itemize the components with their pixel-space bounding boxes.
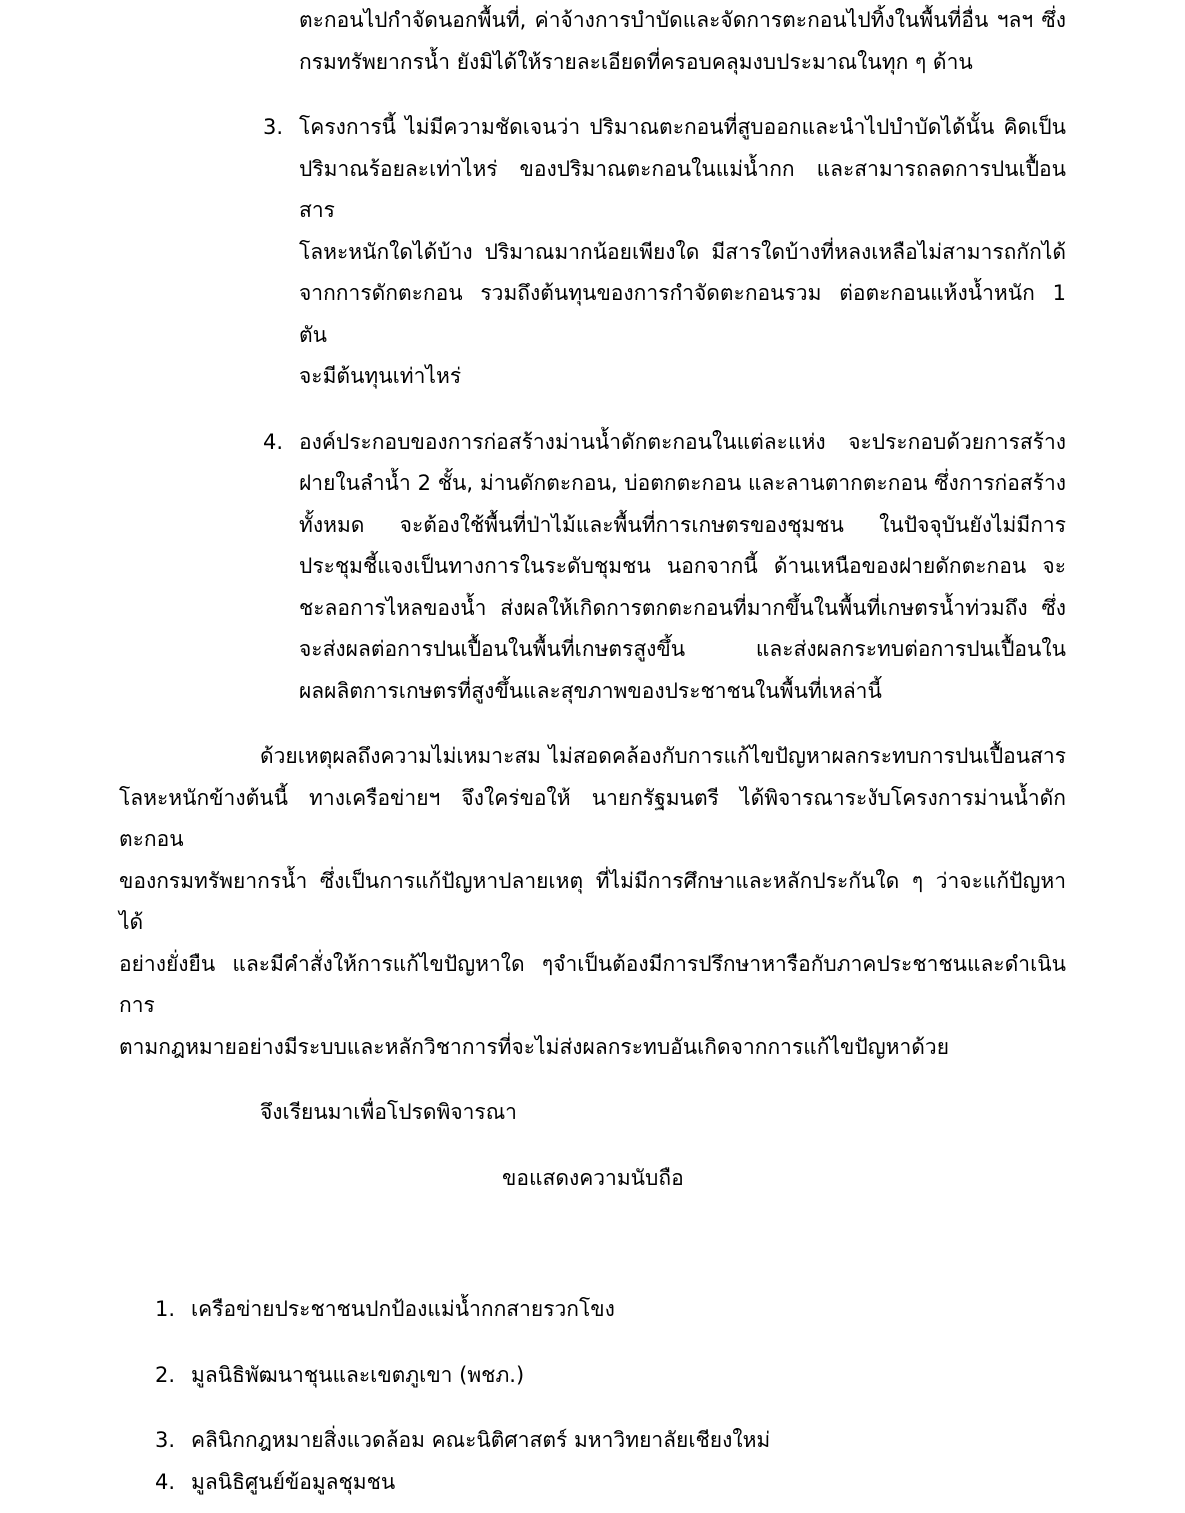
signatory-number: 2. <box>155 1362 176 1387</box>
text-line: ผลผลิตการเกษตรที่สูงขึ้นและสุขภาพของประชาชนในพื้นที่เหล่านี้ <box>299 678 882 703</box>
signatory-number: 3. <box>155 1428 176 1452</box>
signatory-number: 1. <box>155 1297 176 1321</box>
text-line: ปริมาณร้อยละเท่าไหร่ ของปริมาณตะกอนในแม่น้ำกก และสามารถลดการปนเปื้อนสาร <box>299 156 1066 222</box>
spacer <box>0 1396 1185 1420</box>
signatory-item <box>155 1289 1066 1331</box>
text-line: ตะกอนไปกำจัดนอกพื้นที่, ค่าจ้างการบำบัดและจัดการตะกอนไปทิ้งในพื้นที่อื่น ฯลฯ ซึ่ง <box>299 8 1066 32</box>
regards-line: ขอแสดงความนับถือ <box>502 1165 684 1190</box>
signatory-item <box>155 1462 1066 1504</box>
spacer <box>0 1134 1185 1158</box>
conclusion-paragraph <box>119 736 1066 1068</box>
item-4 <box>263 422 1066 713</box>
spacer <box>0 712 1185 736</box>
item-3 <box>263 107 1066 398</box>
text-line: อย่างยั่งยืน และมีคำสั่งให้การแก้ไขปัญหาใด ๆจำเป็นต้องมีการปรึกษาหารือกับภาคประชาชนและดำเนินการ <box>119 951 1066 1017</box>
signatory-name: มูลนิธิศูนย์ข้อมูลชุมชน <box>191 1469 396 1494</box>
signatory-name: คลินิกกฎหมายสิ่งแวดล้อม คณะนิติศาสตร์ มหาวิทยาลัยเชียงใหม่ <box>191 1428 771 1452</box>
signatory-number: 4. <box>155 1469 176 1494</box>
text-line: จากการดักตะกอน รวมถึงต้นทุนของการกำจัดตะกอนรวม ต่อตะกอนแห้งน้ำหนัก 1 ตัน <box>299 281 1066 347</box>
text-line: จะมีต้นทุนเท่าไหร่ <box>299 364 462 388</box>
text-line: ประชุมชี้แจงเป็นทางการในระดับชุมชน นอกจากนี้ ด้านเหนือของฝายดักตะกอน จะ <box>299 554 1066 578</box>
item-4-number: 4. <box>263 429 284 454</box>
item-2-continuation-row <box>263 0 1066 83</box>
text-line: กรมทรัพยากรน้ำ ยังมิได้ให้รายละเอียดที่ครอบคลุมงบประมาณในทุก ๆ ด้าน <box>299 49 973 74</box>
signatory-item <box>155 1420 1066 1462</box>
signatory-item <box>155 1355 1066 1397</box>
item-4-text <box>299 422 1066 713</box>
text-line: ของกรมทรัพยากรน้ำ ซึ่งเป็นการแก้ปัญหาปลายเหตุ ที่ไม่มีการศึกษาและหลักประกันใด ๆ ว่าจะแก้ปัญหาได้ <box>119 868 1066 934</box>
signatory-name: เครือข่ายประชาชนปกป้องแม่น้ำกกสายรวกโขง <box>191 1297 615 1321</box>
text-line: จะส่งผลต่อการปนเปื้อนในพื้นที่เกษตรสูงขึ้น และส่งผลกระทบต่อการปนเปื้อนใน <box>299 637 1066 661</box>
item-2-continuation <box>299 0 1066 83</box>
text-line: โครงการนี้ ไม่มีความชัดเจนว่า ปริมาณตะกอนที่สูบออกและนำไปบำบัดได้นั้น คิดเป็น <box>299 115 1066 139</box>
text-line: ด้วยเหตุผลถึงความไม่เหมาะสม ไม่สอดคล้องกับการแก้ไขปัญหาผลกระทบการปนเปื้อนสาร <box>260 744 1066 768</box>
item-3-text <box>299 107 1066 398</box>
signature-space <box>0 1199 1185 1289</box>
spacer <box>0 83 1185 107</box>
text-line: ฝายในลำน้ำ 2 ชั้น, ม่านดักตะกอน, บ่อตกตะกอน และลานตากตะกอน ซึ่งการก่อสร้าง <box>299 471 1066 495</box>
spacer <box>0 1331 1185 1355</box>
spacer <box>0 1068 1185 1092</box>
spacer <box>0 398 1185 422</box>
text-line: ชะลอการไหลของน้ำ ส่งผลให้เกิดการตกตะกอนที่มากขึ้นในพื้นที่เกษตรน้ำท่วมถึง ซึ่ง <box>299 595 1066 620</box>
text-line: องค์ประกอบของการก่อสร้างม่านน้ำดักตะกอนในแต่ละแห่ง จะประกอบด้วยการสร้าง <box>299 429 1066 454</box>
closing-line: จึงเรียนมาเพื่อโปรดพิจารณา <box>260 1100 517 1124</box>
text-line: ตามกฎหมายอย่างมีระบบและหลักวิชาการที่จะไม่ส่งผลกระทบอันเกิดจากการแก้ไขปัญหาด้วย <box>119 1034 950 1059</box>
text-line: ทั้งหมด จะต้องใช้พื้นที่ป่าไม้และพื้นที่การเกษตรของชุมชน ในปัจจุบันยังไม่มีการ <box>299 512 1066 537</box>
signatory-name: มูลนิธิพัฒนาชุนและเขตภูเขา (พชภ.) <box>191 1362 525 1387</box>
text-line: โลหะหนักใดได้บ้าง ปริมาณมากน้อยเพียงใด มีสารใดบ้างที่หลงเหลือไม่สามารถกักได้ <box>299 239 1066 264</box>
text-line: โลหะหนักข้างต้นนี้ ทางเครือข่ายฯ จึงใคร่ขอให้ นายกรัฐมนตรี ได้พิจารณาระงับโครงการม่านน้ำดักตะกอน <box>119 785 1066 851</box>
item-3-number: 3. <box>263 115 284 139</box>
